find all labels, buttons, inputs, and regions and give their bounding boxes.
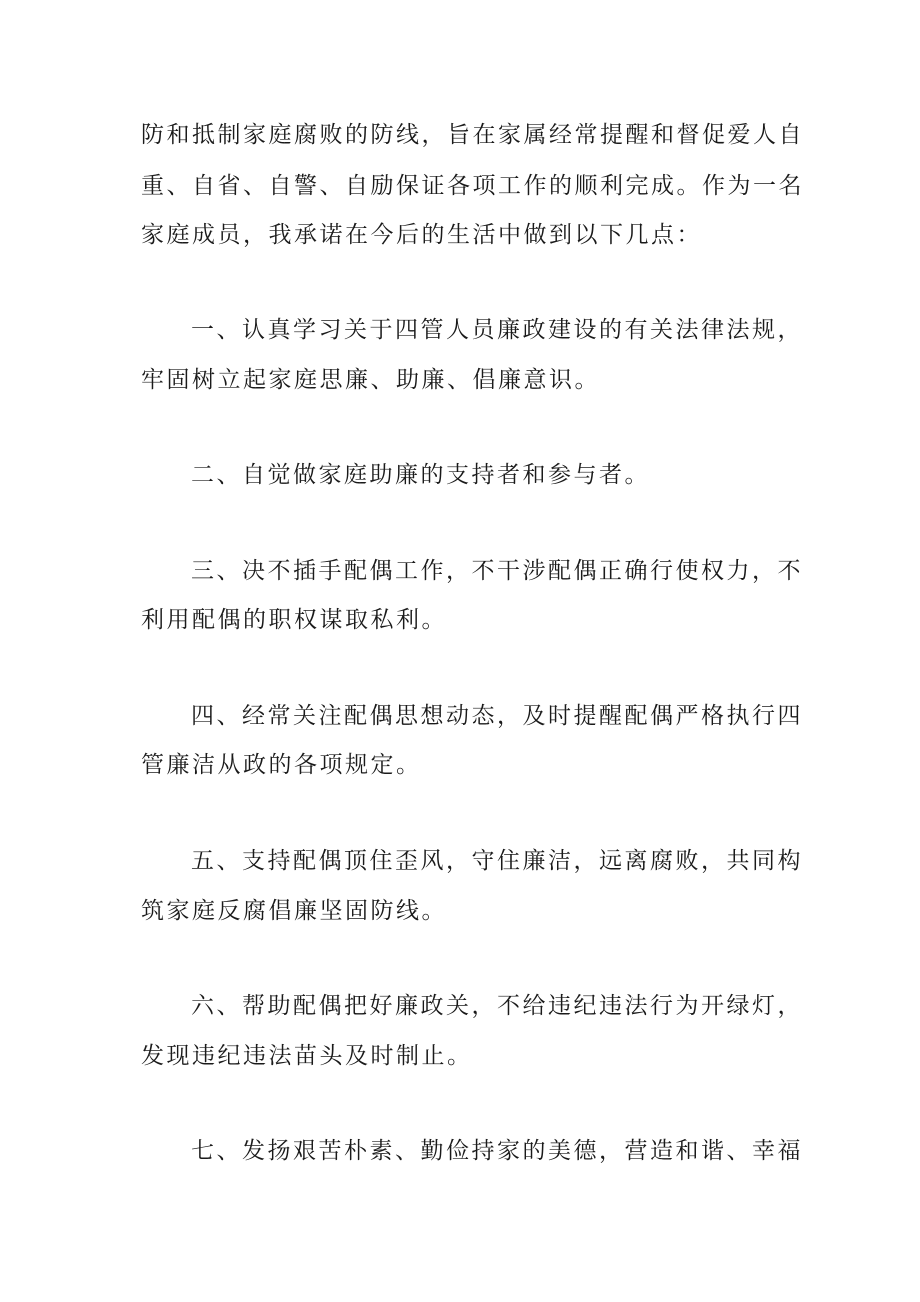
- text-line: 七、发扬艰苦朴素、勤俭持家的美德，营造和谐、幸福: [191, 1138, 803, 1164]
- text-line: 家庭成员，我承诺在今后的生活中做到以下几点：: [141, 222, 702, 248]
- text-line: 重、自省、自警、自励保证各项工作的顺利完成。作为一名: [141, 173, 804, 199]
- text-line: 防和抵制家庭腐败的防线，旨在家属经常提醒和督促爱人自: [141, 122, 804, 148]
- text-line: 牢固树立起家庭思廉、助廉、倡廉意识。: [141, 367, 600, 393]
- text-line: 一、认真学习关于四管人员廉政建设的有关法律法规，: [191, 317, 803, 343]
- text-line: 筑家庭反腐倡廉坚固防线。: [141, 898, 447, 924]
- text-line: 三、决不插手配偶工作，不干涉配偶正确行使权力，不: [191, 558, 803, 584]
- text-line: 发现违纪违法苗头及时制止。: [141, 1043, 473, 1069]
- text-line: 五、支持配偶顶住歪风，守住廉洁，远离腐败，共同构: [191, 848, 803, 874]
- text-line: 六、帮助配偶把好廉政关，不给违纪违法行为开绿灯，: [191, 993, 803, 1019]
- text-line: 利用配偶的职权谋取私利。: [141, 607, 447, 633]
- text-line: 二、自觉做家庭助廉的支持者和参与者。: [191, 462, 650, 488]
- text-line: 管廉洁从政的各项规定。: [141, 752, 422, 778]
- text-line: 四、经常关注配偶思想动态，及时提醒配偶严格执行四: [191, 703, 803, 729]
